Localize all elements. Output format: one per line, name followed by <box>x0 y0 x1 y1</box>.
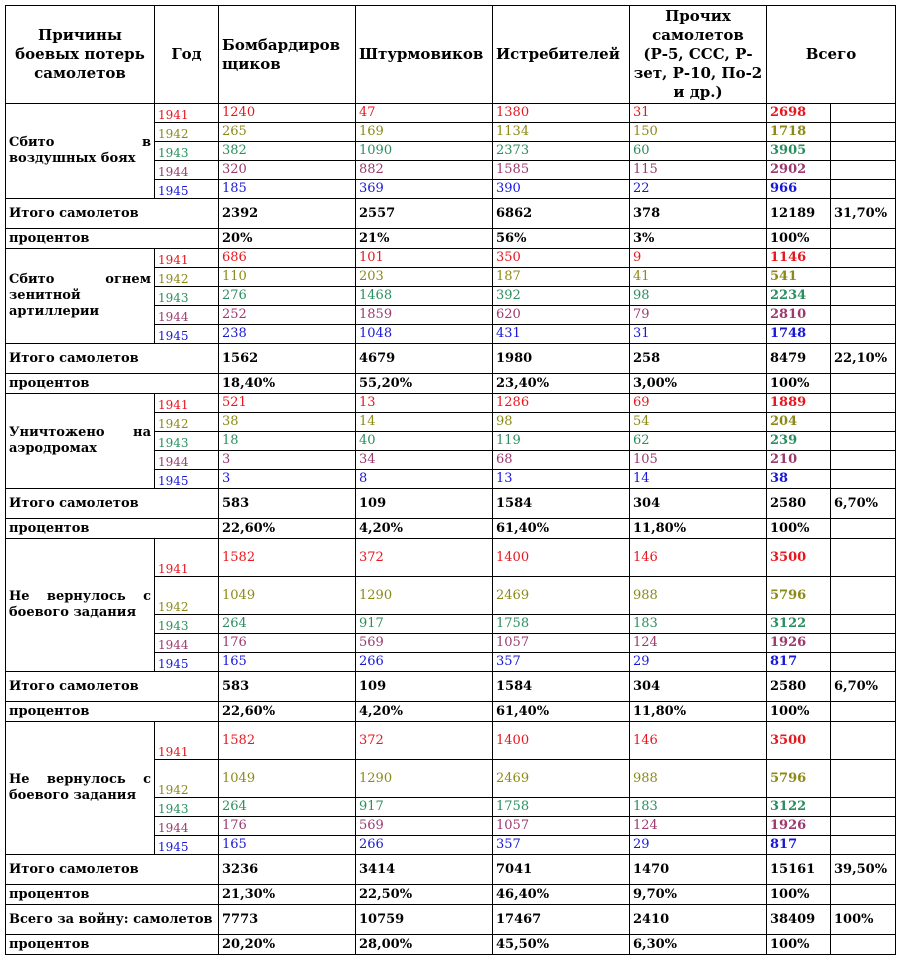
share-cell: 6,70% <box>831 489 896 519</box>
bombers-cell: 18,40% <box>219 374 356 394</box>
stormers-cell: 34 <box>356 451 493 470</box>
others-cell: 304 <box>630 489 767 519</box>
stormers-cell: 4679 <box>356 344 493 374</box>
row-label: процентов <box>6 374 219 394</box>
bombers-cell: 521 <box>219 394 356 413</box>
total-cell: 100% <box>767 519 831 539</box>
year-cell: 1945 <box>155 180 219 199</box>
empty-cell <box>831 470 896 489</box>
others-cell: 124 <box>630 634 767 653</box>
cause-label: Уничтожено на аэродромах <box>9 425 151 456</box>
others-cell: 11,80% <box>630 519 767 539</box>
empty-cell <box>831 249 896 268</box>
total-cell: 239 <box>767 432 831 451</box>
empty-cell <box>831 798 896 817</box>
others-cell: 378 <box>630 199 767 229</box>
stormers-cell: 569 <box>356 634 493 653</box>
fighters-cell: 2373 <box>493 142 630 161</box>
total-cell: 210 <box>767 451 831 470</box>
total-cell: 3905 <box>767 142 831 161</box>
header-others: Прочих самолетов (Р-5, ССС, Р-зет, Р-10, По-2 и др.) <box>630 6 767 104</box>
fighters-cell: 2469 <box>493 760 630 798</box>
stormers-cell: 569 <box>356 817 493 836</box>
row-label: Итого самолетов <box>6 489 219 519</box>
grand-percent-row <box>6 935 896 955</box>
others-cell: 2410 <box>630 905 767 935</box>
empty-cell <box>831 123 896 142</box>
empty-cell <box>831 104 896 123</box>
row-label: Итого самолетов <box>6 855 219 885</box>
fighters-cell: 13 <box>493 470 630 489</box>
bombers-cell: 176 <box>219 634 356 653</box>
total-cell: 12189 <box>767 199 831 229</box>
empty-cell <box>831 268 896 287</box>
fighters-cell: 1758 <box>493 615 630 634</box>
cause-label: Не вернулось с боевого задания <box>9 589 151 620</box>
stormers-cell: 47 <box>356 104 493 123</box>
others-cell: 29 <box>630 836 767 855</box>
bombers-cell: 1049 <box>219 577 356 615</box>
total-cell: 100% <box>767 374 831 394</box>
fighters-cell: 357 <box>493 836 630 855</box>
total-cell: 15161 <box>767 855 831 885</box>
total-cell: 38409 <box>767 905 831 935</box>
subtotal-row <box>6 489 896 519</box>
total-cell: 3122 <box>767 615 831 634</box>
empty-cell <box>831 325 896 344</box>
empty-cell <box>831 539 896 577</box>
bombers-cell: 1582 <box>219 539 356 577</box>
year-cell: 1944 <box>155 817 219 836</box>
empty-cell <box>831 817 896 836</box>
year-cell: 1944 <box>155 161 219 180</box>
year-cell: 1942 <box>155 268 219 287</box>
bombers-cell: 320 <box>219 161 356 180</box>
cause-cell <box>6 104 155 199</box>
year-cell: 1941 <box>155 722 219 760</box>
year-row <box>6 104 896 123</box>
subtotal-row <box>6 199 896 229</box>
total-cell: 204 <box>767 413 831 432</box>
bombers-cell: 176 <box>219 817 356 836</box>
others-cell: 41 <box>630 268 767 287</box>
fighters-cell: 46,40% <box>493 885 630 905</box>
total-cell: 2580 <box>767 489 831 519</box>
bombers-cell: 382 <box>219 142 356 161</box>
fighters-cell: 1584 <box>493 489 630 519</box>
row-label: процентов <box>6 229 219 249</box>
empty-cell <box>831 287 896 306</box>
share-cell: 39,50% <box>831 855 896 885</box>
total-cell: 1146 <box>767 249 831 268</box>
row-label: процентов <box>6 885 219 905</box>
others-cell: 258 <box>630 344 767 374</box>
empty-cell <box>831 180 896 199</box>
total-cell: 100% <box>767 229 831 249</box>
empty-cell <box>831 577 896 615</box>
bombers-cell: 20,20% <box>219 935 356 955</box>
bombers-cell: 276 <box>219 287 356 306</box>
empty-cell <box>831 413 896 432</box>
stormers-cell: 372 <box>356 722 493 760</box>
row-label: Итого самолетов <box>6 672 219 702</box>
share-cell <box>831 702 896 722</box>
total-cell: 2698 <box>767 104 831 123</box>
year-cell: 1944 <box>155 634 219 653</box>
others-cell: 183 <box>630 615 767 634</box>
fighters-cell: 56% <box>493 229 630 249</box>
stormers-cell: 266 <box>356 653 493 672</box>
header-row <box>6 6 896 104</box>
bombers-cell: 238 <box>219 325 356 344</box>
fighters-cell: 620 <box>493 306 630 325</box>
total-cell: 5796 <box>767 577 831 615</box>
bombers-cell: 265 <box>219 123 356 142</box>
others-cell: 150 <box>630 123 767 142</box>
stormers-cell: 1290 <box>356 577 493 615</box>
share-cell <box>831 885 896 905</box>
empty-cell <box>831 142 896 161</box>
bombers-cell: 1582 <box>219 722 356 760</box>
share-cell: 100% <box>831 905 896 935</box>
header-bombers: Бомбардировщиков <box>219 6 356 104</box>
fighters-cell: 45,50% <box>493 935 630 955</box>
fighters-cell: 1134 <box>493 123 630 142</box>
stormers-cell: 14 <box>356 413 493 432</box>
year-cell: 1941 <box>155 394 219 413</box>
empty-cell <box>831 306 896 325</box>
bombers-cell: 1562 <box>219 344 356 374</box>
total-cell: 3122 <box>767 798 831 817</box>
share-cell: 31,70% <box>831 199 896 229</box>
bombers-cell: 252 <box>219 306 356 325</box>
cause-cell <box>6 249 155 344</box>
total-cell: 1748 <box>767 325 831 344</box>
header-fighters: Истребителей <box>493 6 630 104</box>
bombers-cell: 2392 <box>219 199 356 229</box>
year-row <box>6 249 896 268</box>
cause-cell <box>6 539 155 672</box>
empty-cell <box>831 653 896 672</box>
stormers-cell: 203 <box>356 268 493 287</box>
losses-table <box>5 5 896 955</box>
row-label: процентов <box>6 702 219 722</box>
total-cell: 3500 <box>767 722 831 760</box>
cause-label: Сбито в воздушных боях <box>9 135 151 166</box>
empty-cell <box>831 432 896 451</box>
year-cell: 1944 <box>155 451 219 470</box>
others-cell: 146 <box>630 539 767 577</box>
stormers-cell: 55,20% <box>356 374 493 394</box>
stormers-cell: 2557 <box>356 199 493 229</box>
row-label: Всего за войну: самолетов <box>6 905 219 935</box>
fighters-cell: 392 <box>493 287 630 306</box>
share-cell: 22,10% <box>831 344 896 374</box>
total-cell: 100% <box>767 935 831 955</box>
year-cell: 1943 <box>155 432 219 451</box>
share-cell: 6,70% <box>831 672 896 702</box>
fighters-cell: 390 <box>493 180 630 199</box>
others-cell: 98 <box>630 287 767 306</box>
stormers-cell: 917 <box>356 615 493 634</box>
others-cell: 146 <box>630 722 767 760</box>
stormers-cell: 882 <box>356 161 493 180</box>
total-cell: 1718 <box>767 123 831 142</box>
fighters-cell: 1980 <box>493 344 630 374</box>
total-cell: 100% <box>767 702 831 722</box>
total-cell: 2234 <box>767 287 831 306</box>
fighters-cell: 6862 <box>493 199 630 229</box>
bombers-cell: 110 <box>219 268 356 287</box>
others-cell: 304 <box>630 672 767 702</box>
stormers-cell: 372 <box>356 539 493 577</box>
subtotal-row <box>6 855 896 885</box>
stormers-cell: 369 <box>356 180 493 199</box>
bombers-cell: 1240 <box>219 104 356 123</box>
subtotal-row <box>6 344 896 374</box>
percent-row <box>6 374 896 394</box>
year-cell: 1943 <box>155 615 219 634</box>
others-cell: 124 <box>630 817 767 836</box>
cause-label: Не вернулось с боевого задания <box>9 772 151 803</box>
fighters-cell: 61,40% <box>493 519 630 539</box>
year-cell: 1942 <box>155 413 219 432</box>
fighters-cell: 7041 <box>493 855 630 885</box>
stormers-cell: 1048 <box>356 325 493 344</box>
fighters-cell: 17467 <box>493 905 630 935</box>
bombers-cell: 165 <box>219 653 356 672</box>
stormers-cell: 8 <box>356 470 493 489</box>
bombers-cell: 7773 <box>219 905 356 935</box>
stormers-cell: 1859 <box>356 306 493 325</box>
bombers-cell: 22,60% <box>219 702 356 722</box>
year-cell: 1942 <box>155 760 219 798</box>
others-cell: 988 <box>630 577 767 615</box>
others-cell: 105 <box>630 451 767 470</box>
total-cell: 100% <box>767 885 831 905</box>
empty-cell <box>831 722 896 760</box>
fighters-cell: 1380 <box>493 104 630 123</box>
total-cell: 5796 <box>767 760 831 798</box>
stormers-cell: 21% <box>356 229 493 249</box>
bombers-cell: 3236 <box>219 855 356 885</box>
others-cell: 69 <box>630 394 767 413</box>
others-cell: 3% <box>630 229 767 249</box>
stormers-cell: 1090 <box>356 142 493 161</box>
subtotal-row <box>6 672 896 702</box>
others-cell: 1470 <box>630 855 767 885</box>
row-label: Итого самолетов <box>6 344 219 374</box>
fighters-cell: 119 <box>493 432 630 451</box>
fighters-cell: 1057 <box>493 634 630 653</box>
share-cell <box>831 374 896 394</box>
bombers-cell: 18 <box>219 432 356 451</box>
header-cause: Причины боевых потерь самолетов <box>6 6 155 104</box>
stormers-cell: 4,20% <box>356 702 493 722</box>
year-cell: 1942 <box>155 123 219 142</box>
fighters-cell: 357 <box>493 653 630 672</box>
bombers-cell: 21,30% <box>219 885 356 905</box>
year-cell: 1945 <box>155 836 219 855</box>
others-cell: 6,30% <box>630 935 767 955</box>
year-cell: 1943 <box>155 798 219 817</box>
bombers-cell: 22,60% <box>219 519 356 539</box>
total-cell: 3500 <box>767 539 831 577</box>
grand-total-row <box>6 905 896 935</box>
stormers-cell: 28,00% <box>356 935 493 955</box>
others-cell: 54 <box>630 413 767 432</box>
year-row <box>6 539 896 577</box>
year-cell: 1943 <box>155 287 219 306</box>
bombers-cell: 20% <box>219 229 356 249</box>
total-cell: 38 <box>767 470 831 489</box>
header-stormers: Штурмовиков <box>356 6 493 104</box>
others-cell: 79 <box>630 306 767 325</box>
total-cell: 817 <box>767 836 831 855</box>
year-cell: 1945 <box>155 470 219 489</box>
row-label: процентов <box>6 519 219 539</box>
empty-cell <box>831 615 896 634</box>
empty-cell <box>831 634 896 653</box>
percent-row <box>6 885 896 905</box>
cause-label: Сбито огнем зенитной артиллерии <box>9 272 151 319</box>
fighters-cell: 2469 <box>493 577 630 615</box>
stormers-cell: 109 <box>356 489 493 519</box>
bombers-cell: 165 <box>219 836 356 855</box>
year-cell: 1941 <box>155 104 219 123</box>
stormers-cell: 22,50% <box>356 885 493 905</box>
bombers-cell: 583 <box>219 489 356 519</box>
stormers-cell: 101 <box>356 249 493 268</box>
others-cell: 62 <box>630 432 767 451</box>
total-cell: 2580 <box>767 672 831 702</box>
others-cell: 183 <box>630 798 767 817</box>
others-cell: 988 <box>630 760 767 798</box>
fighters-cell: 1286 <box>493 394 630 413</box>
others-cell: 29 <box>630 653 767 672</box>
others-cell: 14 <box>630 470 767 489</box>
total-cell: 541 <box>767 268 831 287</box>
bombers-cell: 185 <box>219 180 356 199</box>
fighters-cell: 1400 <box>493 722 630 760</box>
total-cell: 2902 <box>767 161 831 180</box>
stormers-cell: 1290 <box>356 760 493 798</box>
percent-row <box>6 519 896 539</box>
header-year: Год <box>155 6 219 104</box>
empty-cell <box>831 836 896 855</box>
bombers-cell: 264 <box>219 615 356 634</box>
row-label: Итого самолетов <box>6 199 219 229</box>
stormers-cell: 917 <box>356 798 493 817</box>
bombers-cell: 264 <box>219 798 356 817</box>
share-cell <box>831 935 896 955</box>
others-cell: 31 <box>630 325 767 344</box>
others-cell: 31 <box>630 104 767 123</box>
others-cell: 11,80% <box>630 702 767 722</box>
percent-row <box>6 229 896 249</box>
fighters-cell: 187 <box>493 268 630 287</box>
others-cell: 22 <box>630 180 767 199</box>
stormers-cell: 266 <box>356 836 493 855</box>
fighters-cell: 1584 <box>493 672 630 702</box>
fighters-cell: 1057 <box>493 817 630 836</box>
stormers-cell: 40 <box>356 432 493 451</box>
fighters-cell: 98 <box>493 413 630 432</box>
empty-cell <box>831 760 896 798</box>
empty-cell <box>831 161 896 180</box>
bombers-cell: 38 <box>219 413 356 432</box>
fighters-cell: 1585 <box>493 161 630 180</box>
cause-cell <box>6 722 155 855</box>
empty-cell <box>831 451 896 470</box>
total-cell: 1926 <box>767 634 831 653</box>
stormers-cell: 13 <box>356 394 493 413</box>
year-row <box>6 722 896 760</box>
total-cell: 2810 <box>767 306 831 325</box>
year-cell: 1943 <box>155 142 219 161</box>
total-cell: 8479 <box>767 344 831 374</box>
stormers-cell: 1468 <box>356 287 493 306</box>
stormers-cell: 109 <box>356 672 493 702</box>
cause-cell <box>6 394 155 489</box>
total-cell: 966 <box>767 180 831 199</box>
bombers-cell: 3 <box>219 451 356 470</box>
total-cell: 1926 <box>767 817 831 836</box>
others-cell: 9 <box>630 249 767 268</box>
share-cell <box>831 519 896 539</box>
year-cell: 1944 <box>155 306 219 325</box>
fighters-cell: 68 <box>493 451 630 470</box>
year-cell: 1941 <box>155 539 219 577</box>
stormers-cell: 10759 <box>356 905 493 935</box>
bombers-cell: 686 <box>219 249 356 268</box>
others-cell: 60 <box>630 142 767 161</box>
year-cell: 1945 <box>155 325 219 344</box>
fighters-cell: 1400 <box>493 539 630 577</box>
fighters-cell: 23,40% <box>493 374 630 394</box>
others-cell: 3,00% <box>630 374 767 394</box>
stormers-cell: 3414 <box>356 855 493 885</box>
year-cell: 1942 <box>155 577 219 615</box>
year-cell: 1941 <box>155 249 219 268</box>
share-cell <box>831 229 896 249</box>
stormers-cell: 4,20% <box>356 519 493 539</box>
fighters-cell: 61,40% <box>493 702 630 722</box>
fighters-cell: 350 <box>493 249 630 268</box>
year-cell: 1945 <box>155 653 219 672</box>
others-cell: 115 <box>630 161 767 180</box>
empty-cell <box>831 394 896 413</box>
total-cell: 817 <box>767 653 831 672</box>
header-total: Всего <box>767 6 896 104</box>
row-label: процентов <box>6 935 219 955</box>
others-cell: 9,70% <box>630 885 767 905</box>
fighters-cell: 1758 <box>493 798 630 817</box>
bombers-cell: 3 <box>219 470 356 489</box>
total-cell: 1889 <box>767 394 831 413</box>
fighters-cell: 431 <box>493 325 630 344</box>
stormers-cell: 169 <box>356 123 493 142</box>
year-row <box>6 394 896 413</box>
percent-row <box>6 702 896 722</box>
bombers-cell: 1049 <box>219 760 356 798</box>
bombers-cell: 583 <box>219 672 356 702</box>
